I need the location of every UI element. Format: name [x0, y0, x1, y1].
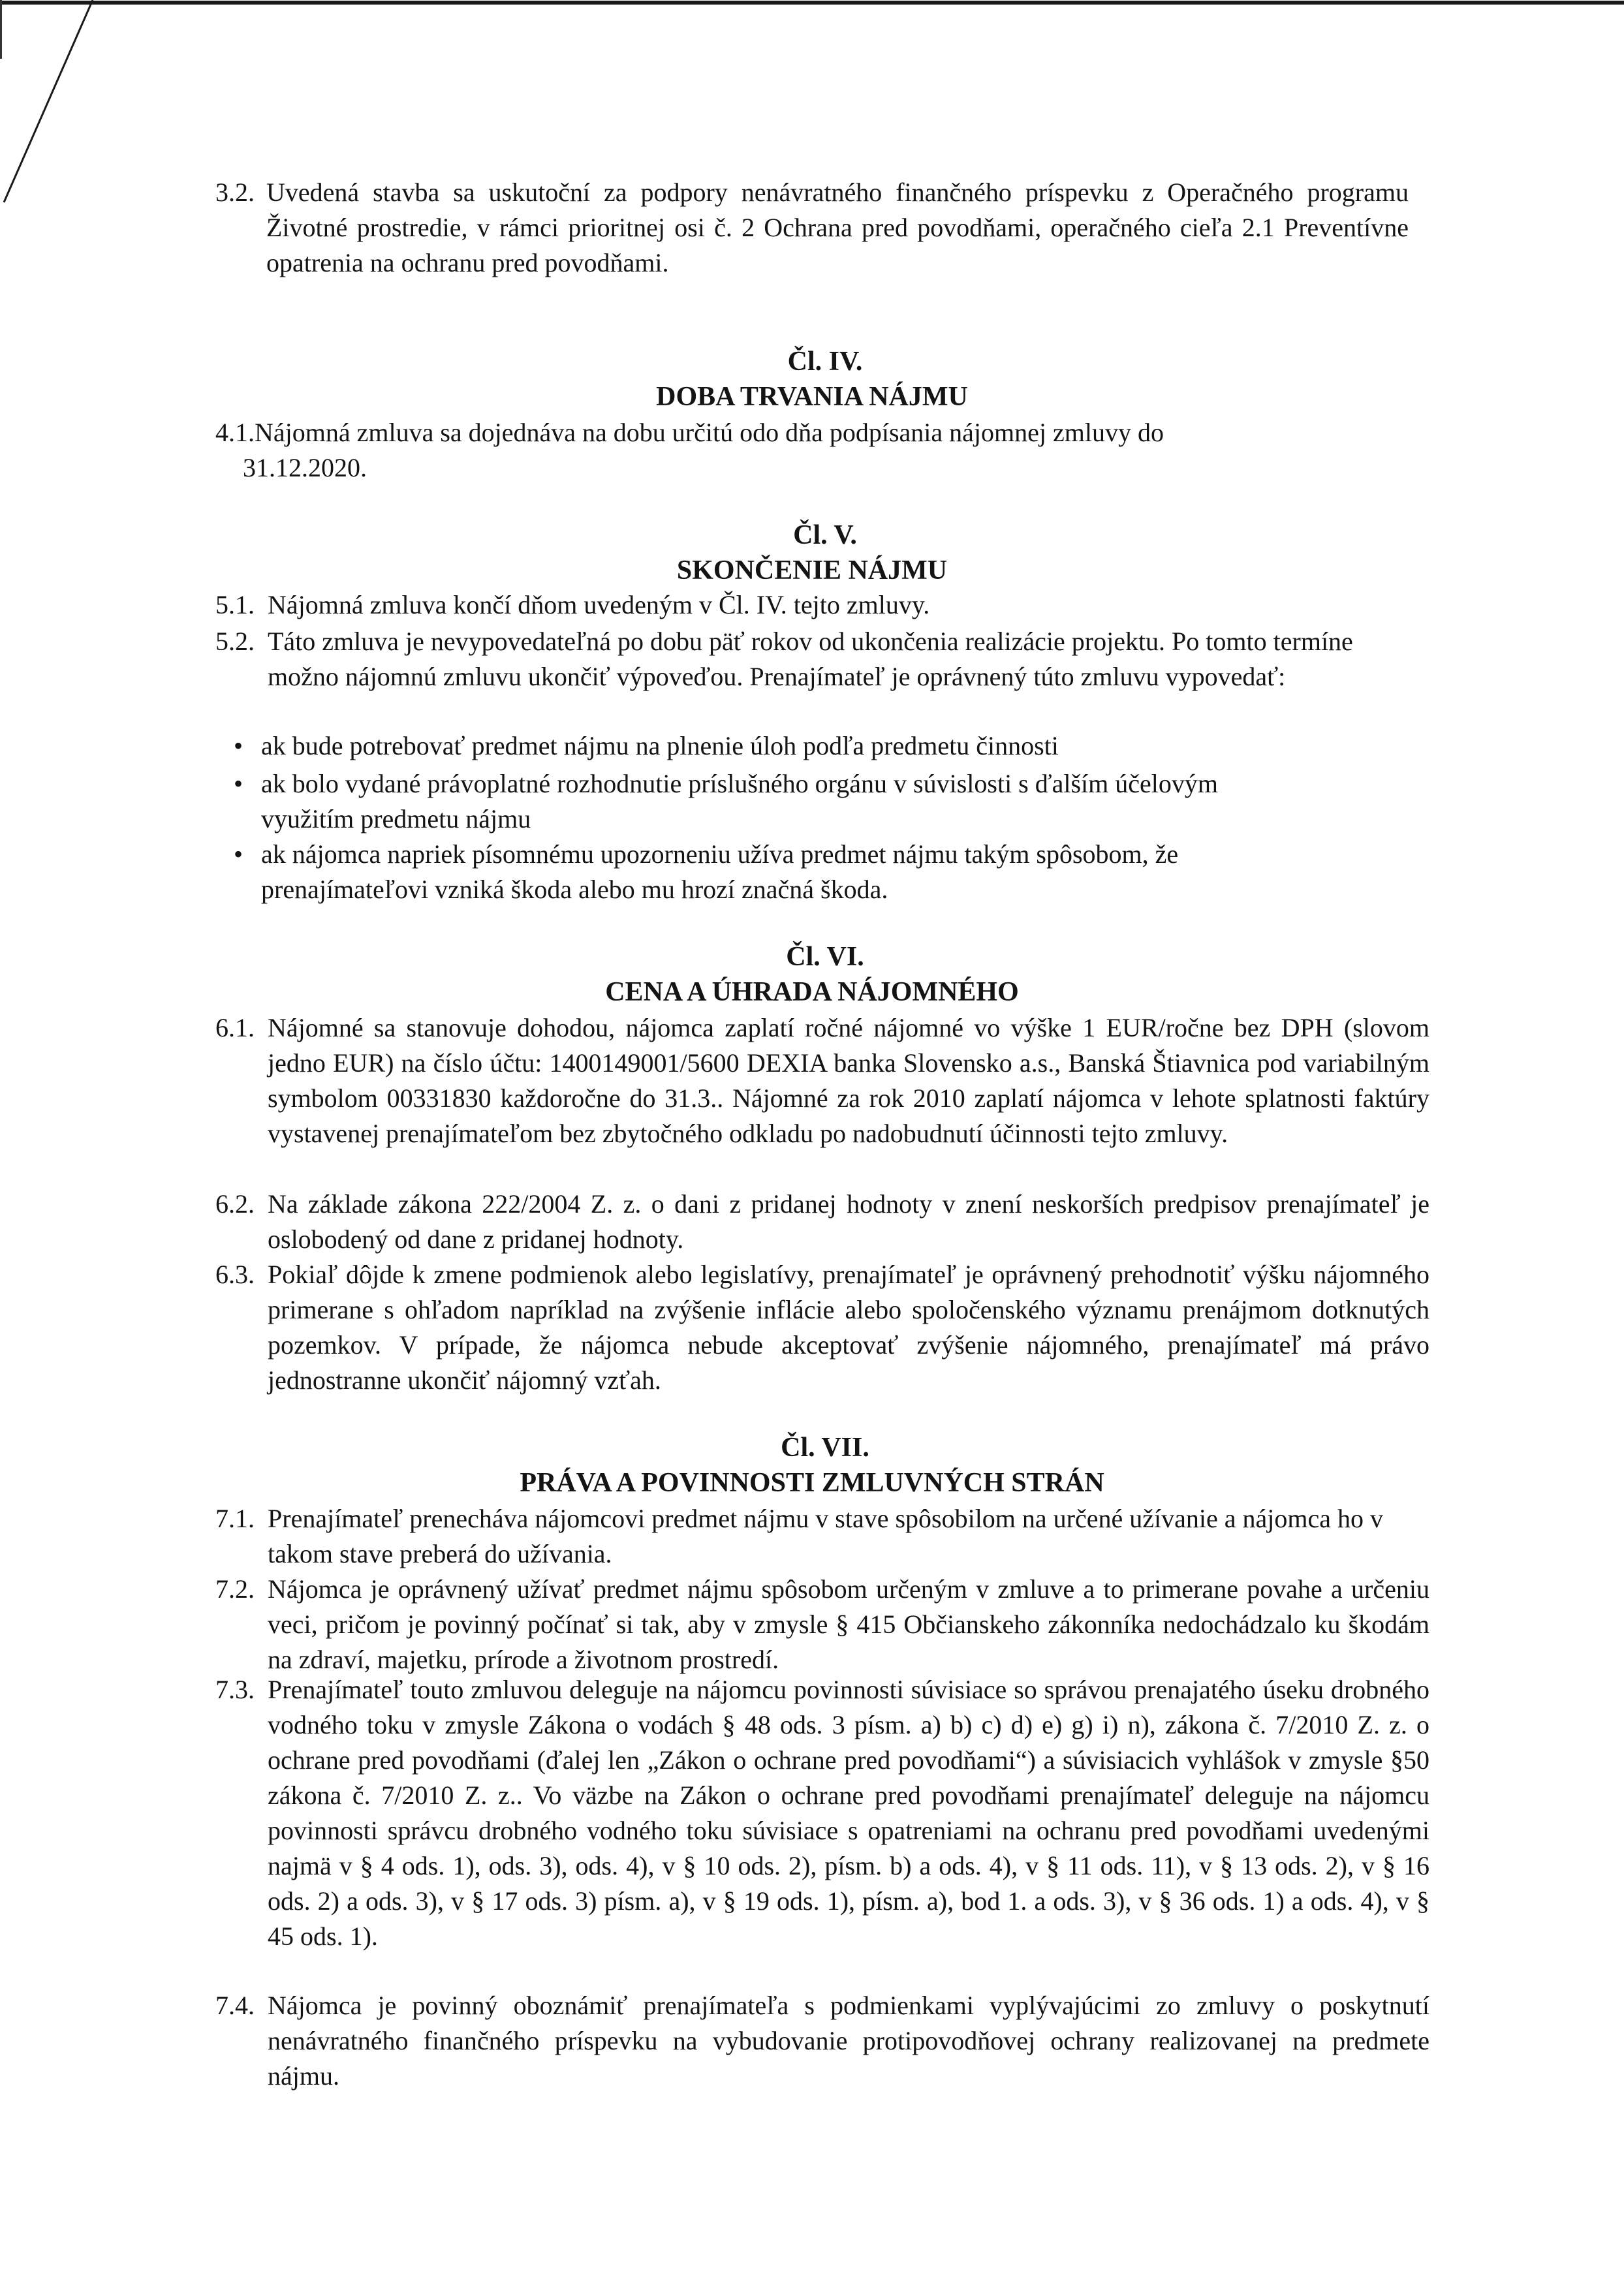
clause-6-3-text: Pokiaľ dôjde k zmene podmienok alebo legislatívy, prenajímateľ je oprávnený prehodnotiť výšku nájomného primerane s ohľadom napríklad na zvýšenie inflácie alebo spoločenského významu prenájmom dotknutých pozemkov. V prípade, že nájomca nebude akceptovať zvýšenie nájomného, prenajímateľ má právo jednostranne ukončiť nájomný vzťah.: [268, 1260, 1429, 1395]
bullet-icon: •: [234, 839, 243, 869]
list-item: • ak bude potrebovať predmet nájmu na plnenie úloh podľa predmetu činnosti: [261, 728, 1227, 764]
clause-7-4-text: Nájomca je povinný oboznámiť prenajímateľa s podmienkami vyplývajúcimi zo zmluvy o poskytnutí nenávratného finančného príspevku na vybudovanie protipovodňovej ochrany realizovanej na predmete nájmu.: [268, 1991, 1429, 2091]
clause-number-7-2: 7.2.: [215, 1574, 255, 1604]
article-vii-heading: Čl. VII.: [781, 1433, 869, 1463]
clause-7-1-text: Prenajímateľ prenecháva nájomcovi predmet nájmu v stave spôsobilom na určené užívanie a nájomca ho v takom stave preberá do užívania.: [268, 1504, 1383, 1568]
clause-number-5-2: 5.2.: [215, 627, 255, 656]
clause-number-6-2: 6.2.: [215, 1189, 255, 1219]
clause-number-7-4: 7.4.: [215, 1991, 255, 2020]
clause-7-3-text: Prenajímateľ touto zmluvou deleguje na nájomcu povinnosti súvisiace so správou prenajatého úseku drobného vodného toku v zmysle Zákona o vodách § 48 ods. 3 písm. a) b) c) d) e) g) i) n), zákona č. 7/2010 Z. z. o ochrane pred povodňami (ďalej len „Zákon o ochrane pred povodňami“) a súvisiacich vyhlášok v zmysle §50 zákona č. 7/2010 Z. z.. Vo väzbe na Zákon o ochrane pred povodňami prenajímateľ deleguje na nájomcu povinnosti správcu drobného vodného toku súvisiace s opatreniami na ochranu pred povodňami uvedenými najmä v § 4 ods. 1), ods. 3), ods. 4), v § 10 ods. 2), písm. b) a ods. 4), v § 11 ods. 11), v § 13 ods. 2), v § 16 ods. 2) a ods. 3), v § 17 ods. 3) písm. a), v § 19 ods. 1), písm. a), bod 1. a ods. 3), v § 36 ods. 1) a ods. 4), v § 45 ods. 1).: [268, 1675, 1429, 1951]
article-vii-title: PRÁVA A POVINNOSTI ZMLUVNÝCH STRÁN: [520, 1468, 1104, 1498]
clause-number-3-2: 3.2.: [215, 178, 255, 207]
clause-7-2-text: Nájomca je oprávnený užívať predmet nájmu spôsobom určeným v zmluve a to primerane povahe a určeniu veci, pričom je povinný počínať si tak, aby v zmysle § 415 Občianskeho zákonníka nedochádzalo ku škodám na zdraví, majetku, prírode a životnom prostredí.: [268, 1574, 1429, 1674]
article-iv-heading: Čl. IV.: [787, 347, 863, 377]
article-v-heading: Čl. V.: [793, 520, 857, 550]
clause-number-7-1: 7.1.: [215, 1504, 255, 1533]
article-vi-heading: Čl. VI.: [786, 942, 864, 972]
list-item: • ak nájomca napriek písomnému upozorneniu užíva predmet nájmu takým spôsobom, že prenajímateľovi vzniká škoda alebo mu hrozí značná škoda.: [261, 837, 1188, 907]
bullet-icon: •: [234, 769, 243, 798]
clause-6-1-text: Nájomné sa stanovuje dohodou, nájomca zaplatí ročné nájomné vo výške 1 EUR/ročne bez DPH (slovom jedno EUR) na číslo účtu: 1400149001/5600 DEXIA banka Slovensko a.s., Banská Štiavnica pod variabilným symbolom 00331830 každoročne do 31.3.. Nájomné za rok 2010 zaplatí nájomca v lehote splatnosti faktúry vystavenej prenajímateľom bez zbytočného odkladu po nadobudnutí účinnosti tejto zmluvy.: [268, 1013, 1429, 1148]
clause-number-4-1: 4.1.: [215, 418, 255, 447]
clause-3-2-text: Uvedená stavba sa uskutoční za podpory nenávratného finančného príspevku z Operačného programu Životné prostredie, v rámci prioritnej osi č. 2 Ochrana pred povodňami, operačného cieľa 2.1 Preventívne opatrenia na ochranu pred povodňami.: [266, 178, 1409, 277]
clause-6-2-text: Na základe zákona 222/2004 Z. z. o dani z pridanej hodnoty v znení neskorších predpisov prenajímateľ je oslobodený od dane z pridanej hodnoty.: [268, 1189, 1429, 1254]
clause-number-5-1: 5.1.: [215, 590, 255, 619]
clause-number-6-3: 6.3.: [215, 1260, 255, 1289]
clause-5-2-text: Táto zmluva je nevypovedateľná po dobu päť rokov od ukončenia realizácie projektu. Po tomto termíne možno nájomnú zmluvu ukončiť výpoveďou. Prenajímateľ je oprávnený túto zmluvu vypovedať:: [268, 627, 1353, 691]
list-item: • ak bolo vydané právoplatné rozhodnutie príslušného orgánu v súvislosti s ďalším účelovým využitím predmetu nájmu: [261, 766, 1266, 837]
bullet-icon: •: [234, 731, 243, 760]
clause-number-6-1: 6.1.: [215, 1013, 255, 1042]
article-iv-title: DOBA TRVANIA NÁJMU: [656, 382, 968, 412]
clause-4-1-text: Nájomná zmluva sa dojednáva na dobu určitú odo dňa podpísania nájomnej zmluvy do 31.12.2020.: [243, 418, 1164, 482]
clause-number-7-3: 7.3.: [215, 1675, 255, 1704]
article-vi-title: CENA A ÚHRADA NÁJOMNÉHO: [605, 977, 1019, 1007]
clause-5-1-text: Nájomná zmluva končí dňom uvedeným v Čl. IV. tejto zmluvy.: [268, 590, 930, 619]
article-v-title: SKONČENIE NÁJMU: [676, 555, 948, 585]
